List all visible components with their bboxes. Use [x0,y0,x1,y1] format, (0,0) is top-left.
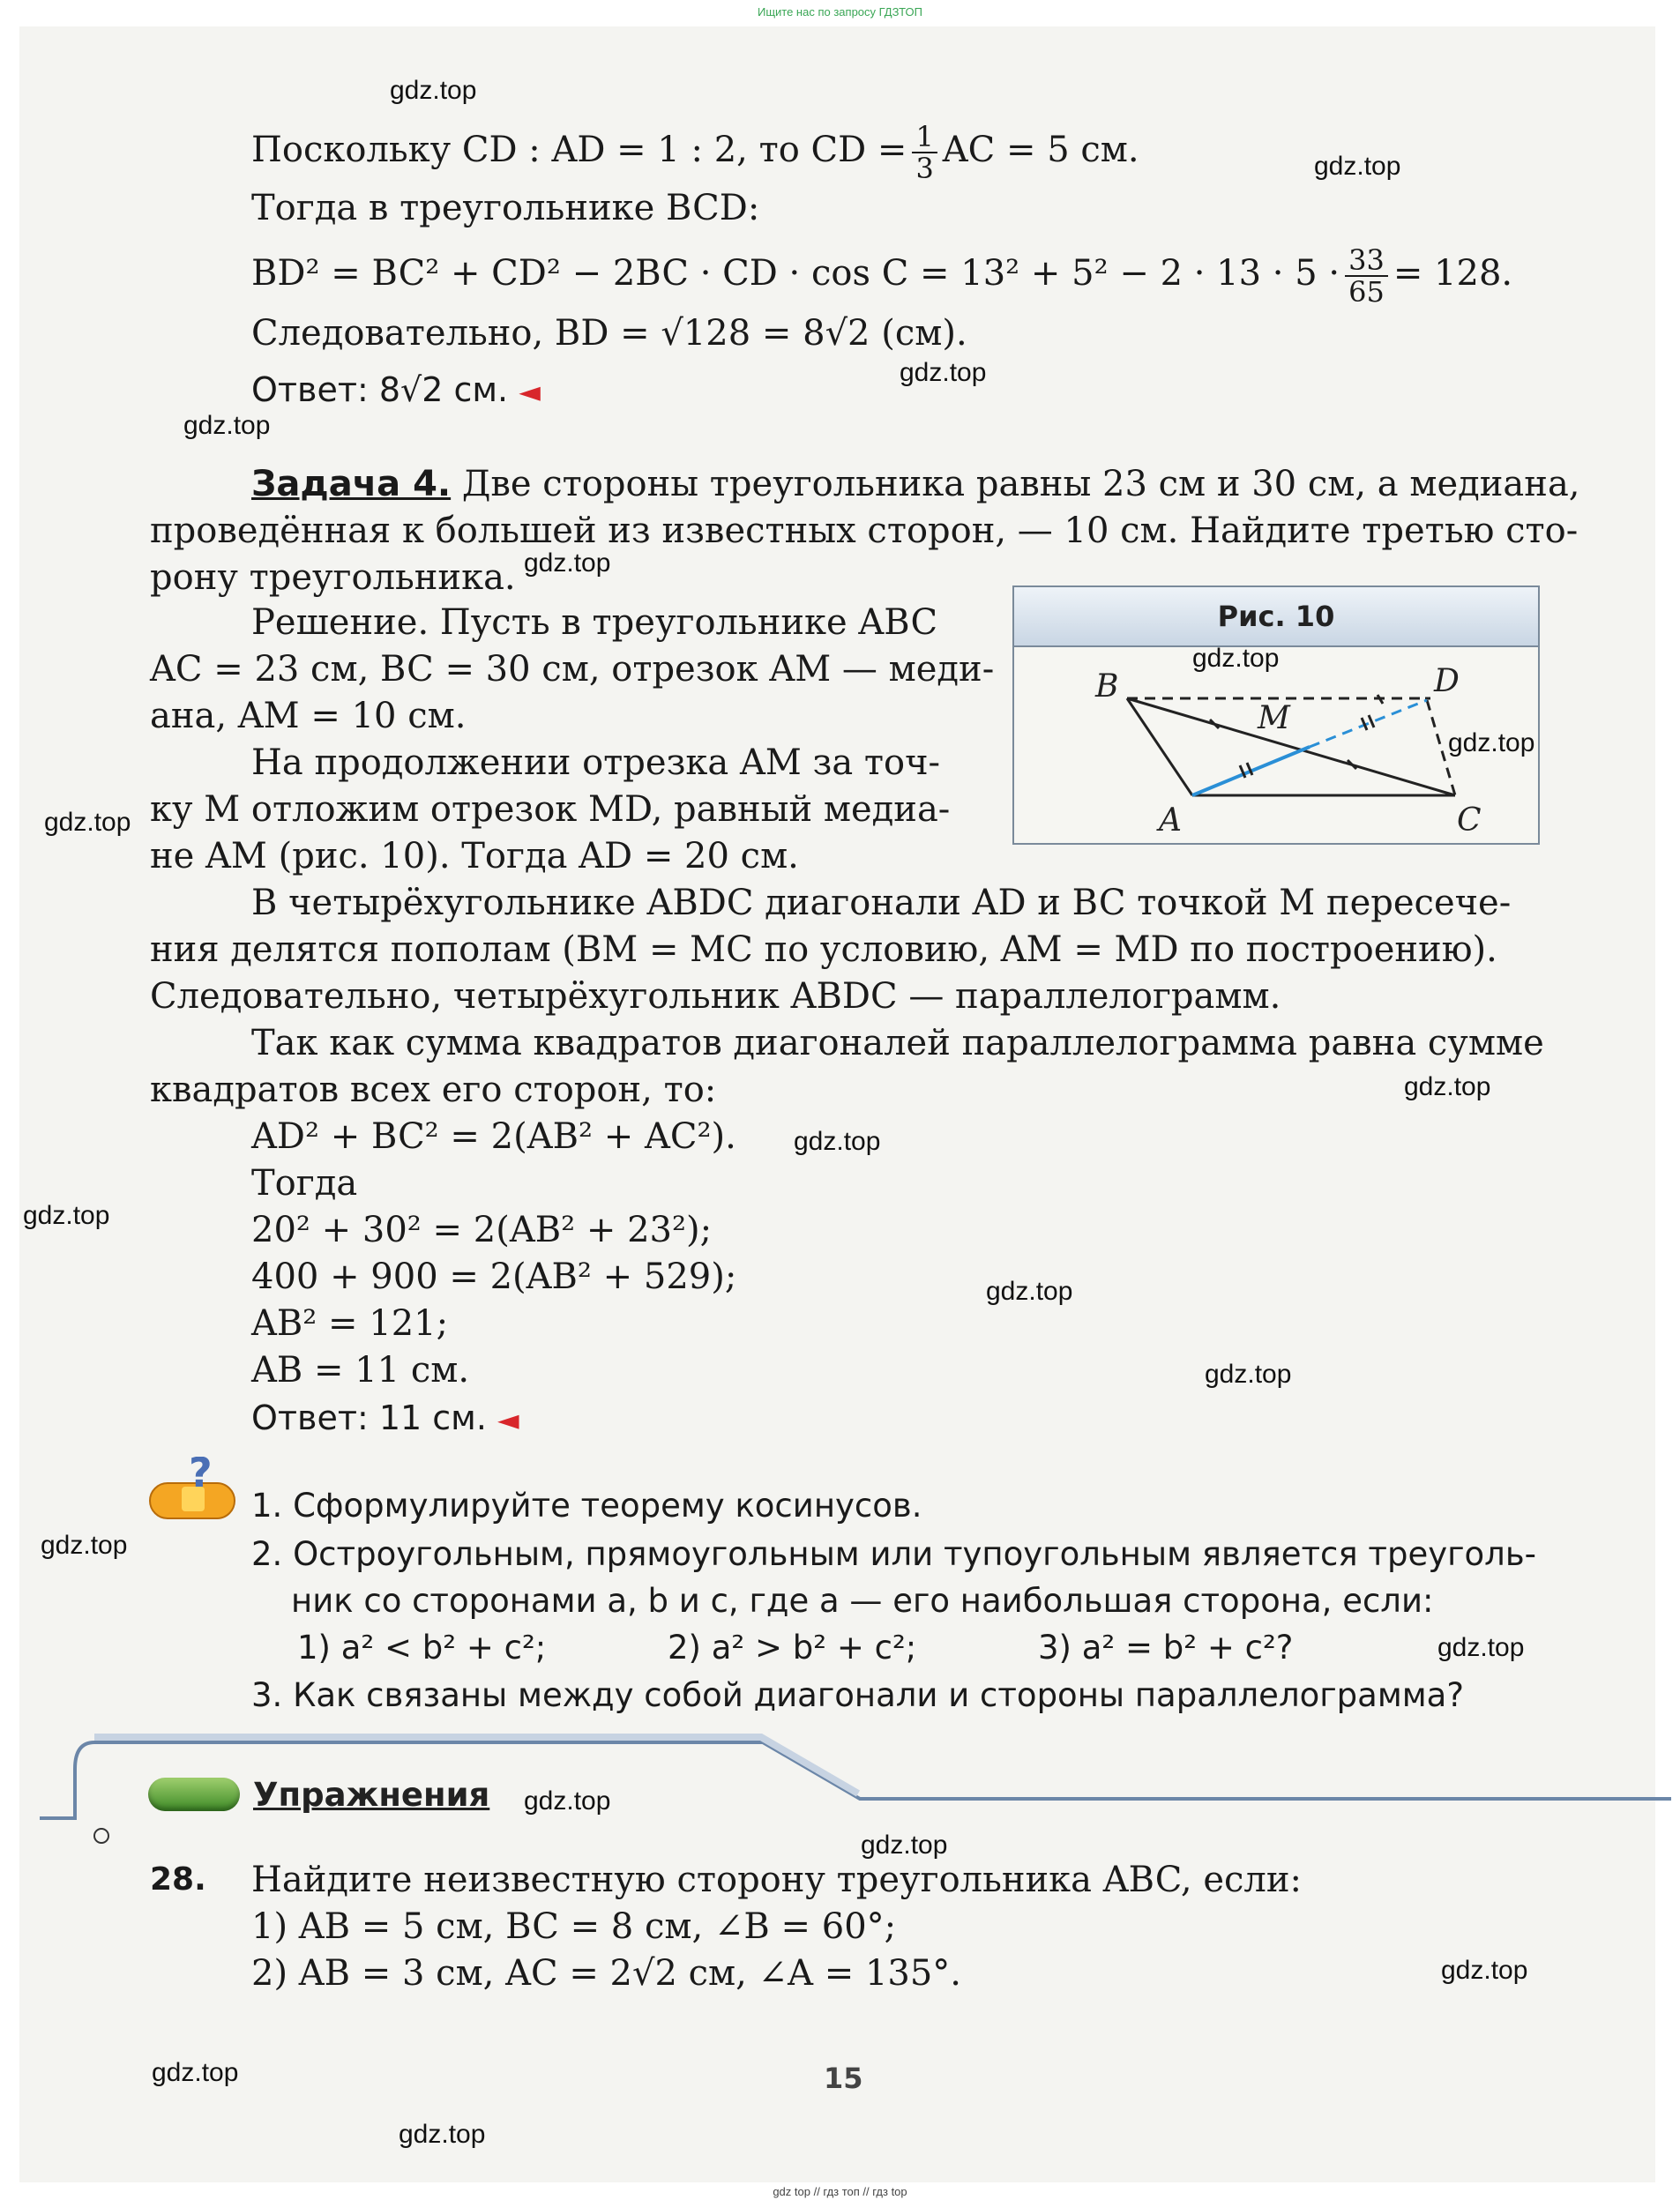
question-icon [146,1457,238,1527]
task4-solution-5: ку M отложим отрезок MD, равный медиа- [150,789,951,830]
task4-statement-3: рону треугольника. [150,557,516,598]
watermark: gdz.top [152,2058,239,2087]
task4-solution-1: Решение. Пусть в треугольнике ABC [251,602,938,643]
watermark: gdz.top [399,2120,486,2149]
fraction-one-third: $\frac{1}{3}$ [912,122,937,183]
watermark: gdz.top [1437,1633,1525,1662]
watermark: gdz.top [1441,1956,1528,1985]
question-1: 1. Сформулируйте теорему косинусов. [251,1487,922,1525]
segment-ba [1127,698,1192,795]
watermark: gdz.top [524,548,611,578]
watermark: gdz.top [794,1127,881,1156]
question-2-option-3: 3) a² = b² + c²? [1038,1629,1294,1667]
end-marker-icon: ◄ [519,375,541,408]
fraction-33-65: $\frac{33}{65}$ [1345,245,1388,307]
task4-solution-8: ния делятся пополам (BM = MC по условию, AM = MD по построению). [150,929,1497,970]
task4-solution-4: На продолжении отрезка AM за точ- [251,742,941,783]
exercises-title: Упражнения [253,1776,490,1814]
solution-line-bd-squared: BD² = BC² + CD² − 2BC · CD · cos C = 13² + 5² − 2 · 13 · 5 · $\frac{33}{65}$ = 128. [251,243,1513,309]
task4-solution-3: ана, AM = 10 см. [150,696,467,736]
page-number: 15 [824,2062,863,2095]
segment-md [1310,700,1427,747]
answer-task4: Ответ: 11 см. ◄ [251,1398,519,1437]
bottom-note: gdz top // гдз топ // гдз top [773,2185,907,2198]
task4-solution-11: квадратов всех его сторон, то: [150,1070,717,1110]
task4-equation-5: AB = 11 см. [251,1350,470,1391]
solution-line-cd-ad: Поскольку CD : AD = 1 : 2, то CD = $\frac{1}{3}$ AC = 5 см. [251,120,1139,185]
label-d: D [1434,663,1460,699]
task4-label: Задача 4. [251,464,452,504]
watermark: gdz.top [524,1786,611,1816]
watermark: gdz.top [900,358,987,387]
exercise-28-part-2: 2) AB = 3 см, AC = 2√2 см, ∠A = 135°. [251,1953,961,1994]
task4-solution-9: Следовательно, четырёхугольник ABDC — параллелограмм. [150,976,1281,1017]
question-2-line-1: 2. Остроугольным, прямоугольным или тупоугольным является треуголь- [251,1535,1536,1573]
task4-solution-10: Так как сумма квадратов диагоналей параллелограмма равна сумме [251,1023,1544,1063]
task4-statement-2: проведённая к большей из известных сторон, — 10 см. Найдите третью сто- [150,511,1579,551]
label-a: A [1159,802,1182,839]
label-c: C [1457,802,1482,839]
task4-statement-1: Задача 4. Две стороны треугольника равны 23 см и 30 см, а медиана, [251,464,1580,504]
figure-10 [1012,585,1540,845]
parallelogram-diagram [1014,587,1538,843]
watermark: gdz.top [861,1831,948,1860]
svg-text:?: ? [189,1457,213,1496]
top-search-note: Ищите нас по запросу ГДЗТОП [757,5,922,19]
label-b: B [1095,668,1119,705]
solution-line-triangle-bcd: Тогда в треугольнике BCD: [251,188,760,228]
watermark: gdz.top [1205,1360,1292,1389]
question-2-line-2: ник со сторонами a, b и c, где a — его наибольшая сторона, если: [291,1582,1434,1620]
question-2-option-2: 2) a² > b² + c²; [668,1629,917,1667]
exercise-28-number: 28. [150,1861,206,1898]
watermark: gdz.top [1448,728,1535,757]
question-2-option-1: 1) a² < b² + c²; [297,1629,547,1667]
end-marker-icon: ◄ [497,1403,519,1436]
task4-solution-7: В четырёхугольнике ABDC диагонали AD и BC точкой M пересече- [251,883,1512,923]
exercises-pill-icon [148,1778,240,1811]
exercise-28-part-1: 1) AB = 5 см, BC = 8 см, ∠B = 60°; [251,1906,897,1947]
task4-solution-2: AC = 23 см, BC = 30 см, отрезок AM — меди- [150,649,995,690]
task4-equation-1: AD² + BC² = 2(AB² + AC²). [251,1116,736,1157]
task4-equation-3: 400 + 900 = 2(AB² + 529); [251,1257,737,1297]
figure-title: Рис. 10 [1217,600,1335,633]
label-m: M [1258,700,1290,736]
watermark: gdz.top [1192,644,1280,673]
answer-prev: Ответ: 8√2 см. ◄ [251,370,541,409]
task4-equation-4: AB² = 121; [251,1303,449,1344]
watermark: gdz.top [183,411,271,440]
watermark: gdz.top [41,1531,128,1560]
segment-bc [1127,698,1455,795]
task4-equation-2: 20² + 30² = 2(AB² + 23²); [251,1210,713,1250]
question-3: 3. Как связаны между собой диагонали и стороны параллелограмма? [251,1676,1464,1714]
watermark: gdz.top [390,76,477,105]
solution-line-bd-result: Следовательно, BD = √128 = 8√2 (см). [251,313,967,354]
task4-solution-6: не AM (рис. 10). Тогда AD = 20 см. [150,836,799,876]
watermark: gdz.top [1404,1072,1491,1101]
watermark: gdz.top [23,1201,110,1230]
watermark: gdz.top [986,1277,1073,1306]
exercise-28-text: Найдите неизвестную сторону треугольника ABC, если: [251,1860,1302,1900]
watermark: gdz.top [1314,152,1401,181]
task4-then: Тогда [251,1163,358,1204]
watermark: gdz.top [44,808,131,837]
